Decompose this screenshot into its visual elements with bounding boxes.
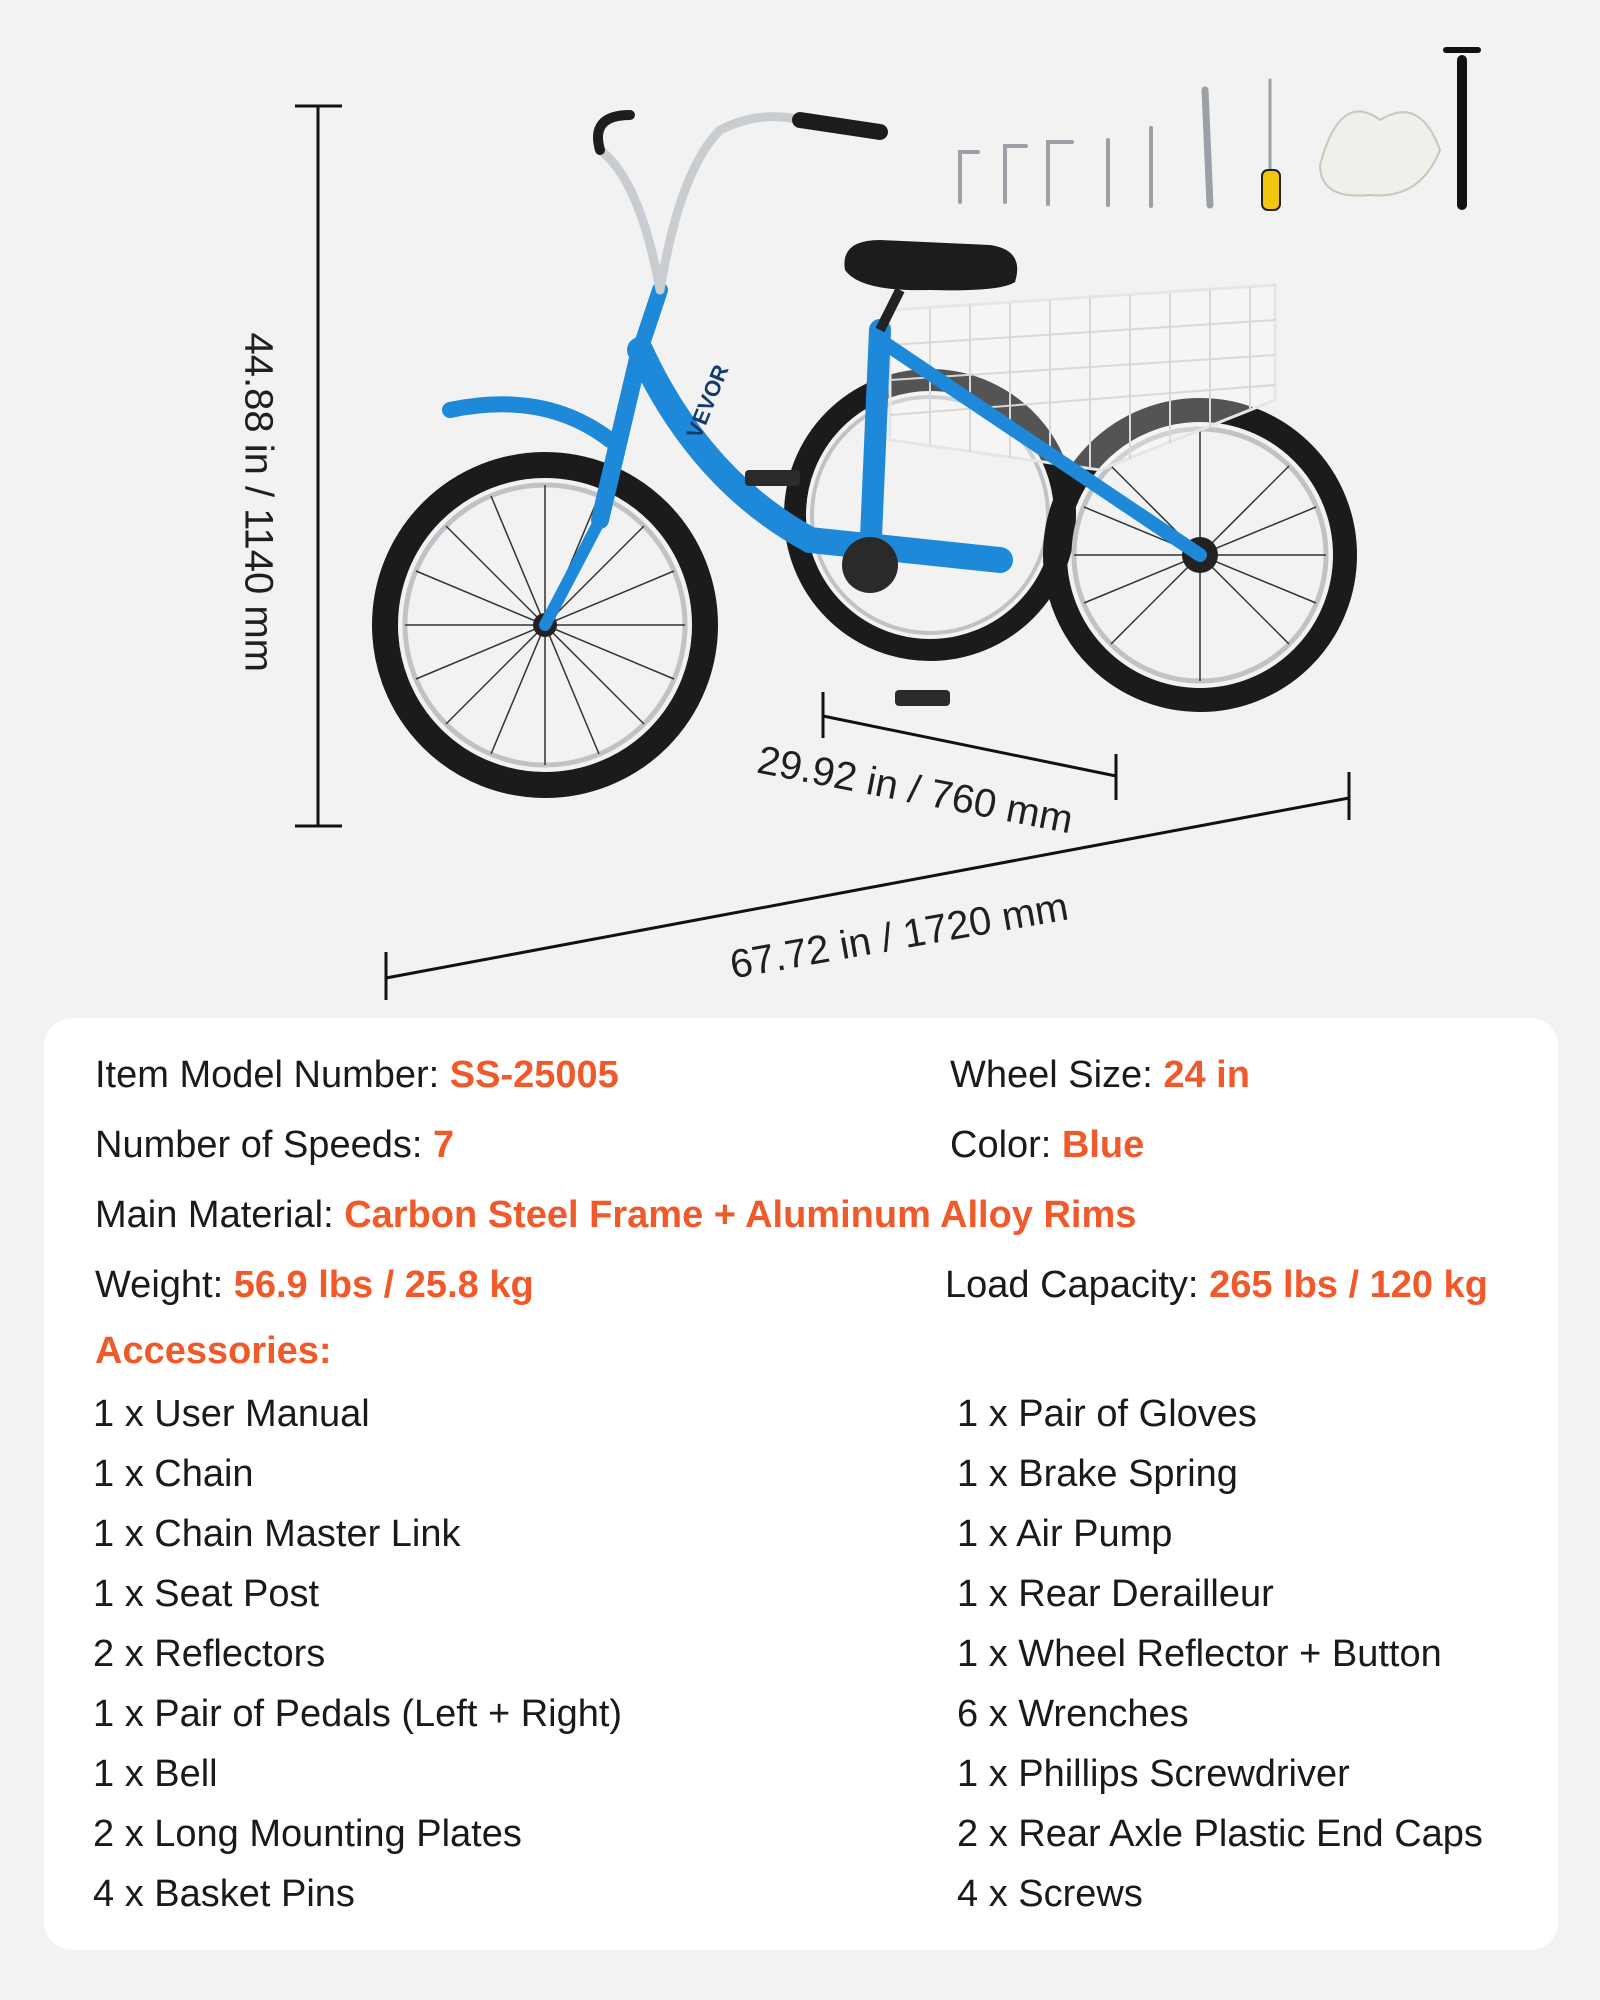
spec-label: Weight: [95, 1264, 234, 1306]
list-item: 6 x Wrenches [957, 1693, 1189, 1735]
spec-value: 7 [432, 1124, 455, 1166]
spec-label: Main Material: [95, 1194, 345, 1236]
list-item: 1 x Phillips Screwdriver [957, 1753, 1350, 1795]
handlebar [598, 115, 880, 290]
spec-label: Load Capacity: [945, 1264, 1210, 1306]
accessories-list-left [93, 1384, 622, 1924]
list-item: 1 x Chain Master Link [93, 1513, 461, 1555]
list-item: 1 x Wheel Reflector + Button [957, 1633, 1442, 1675]
spec-value: Blue [1061, 1124, 1145, 1166]
list-item: 4 x Screws [957, 1873, 1143, 1915]
length-dimension-label: 67.72 in / 1720 mm [726, 884, 1072, 988]
frame-logo: VEVOR [681, 361, 734, 442]
height-dimension-label: 44.88 in / 1140 mm [236, 332, 281, 672]
list-item: 1 x Brake Spring [957, 1453, 1238, 1495]
list-item: 1 x Seat Post [93, 1573, 320, 1615]
spec-label: Wheel Size: [950, 1054, 1164, 1096]
spec-label: Number of Speeds: [95, 1124, 433, 1166]
list-item: 1 x Pair of Gloves [957, 1393, 1257, 1435]
accessories-title: Accessories: [95, 1330, 332, 1372]
spec-label: Item Model Number: [95, 1054, 450, 1096]
list-item: 2 x Long Mounting Plates [93, 1813, 522, 1855]
spec-value: Carbon Steel Frame + Aluminum Alloy Rims [344, 1194, 1137, 1236]
spec-load-capacity [945, 1264, 1488, 1307]
list-item: 2 x Rear Axle Plastic End Caps [957, 1813, 1483, 1855]
spec-wheel-size [950, 1054, 1250, 1097]
tools-row [960, 50, 1478, 210]
list-item: 2 x Reflectors [93, 1633, 326, 1675]
spec-speeds [95, 1124, 454, 1167]
list-item: 1 x Air Pump [957, 1513, 1173, 1555]
spec-main-material [95, 1194, 1136, 1237]
list-item: 1 x Bell [93, 1753, 218, 1795]
spec-value: 56.9 lbs / 25.8 kg [233, 1264, 534, 1306]
spec-value: 265 lbs / 120 kg [1209, 1264, 1488, 1306]
spec-value: SS-25005 [449, 1054, 619, 1096]
list-item: 1 x Rear Derailleur [957, 1573, 1274, 1615]
list-item: 1 x User Manual [93, 1393, 370, 1435]
spec-color [950, 1124, 1144, 1167]
spec-label: Color: [950, 1124, 1062, 1166]
spec-model-number [95, 1054, 619, 1097]
accessories-list-right [957, 1384, 1483, 1924]
spec-weight [95, 1264, 534, 1307]
list-item: 4 x Basket Pins [93, 1873, 355, 1915]
spec-value: 24 in [1163, 1054, 1250, 1096]
list-item: 1 x Pair of Pedals (Left + Right) [93, 1693, 623, 1735]
width-dimension-label: 29.92 in / 760 mm [753, 737, 1077, 843]
list-item: 1 x Chain [93, 1453, 254, 1495]
